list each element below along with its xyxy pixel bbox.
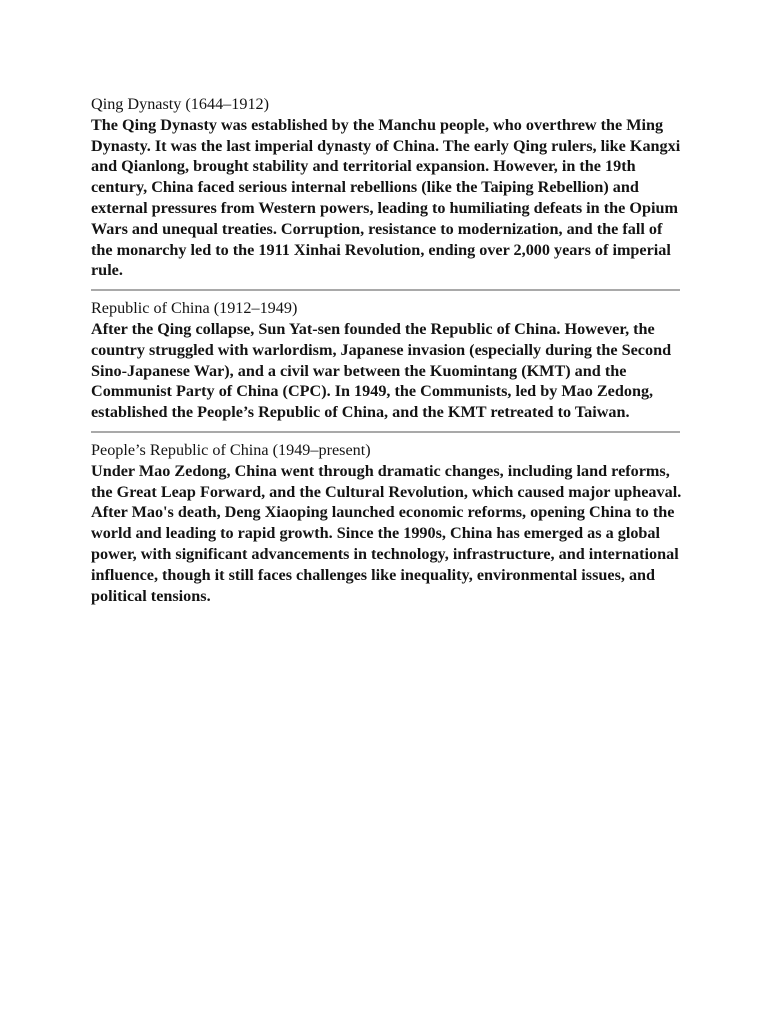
section-heading: People’s Republic of China (1949–present): [91, 440, 371, 459]
section-body: Under Mao Zedong, China went through dramatic changes, including land reforms, the Great Leap Forward, and the Cultural Revolution, which caused major upheaval. After Mao's death, Deng Xiaoping launched economic reforms, opening China to the world and leading to rapid growth. Since the 1990s, China has emerged as a global power, with significant advancements in technology, infrastructure, and international influence, though it still faces challenges like inequality, environmental issues, and political tensions.: [91, 461, 682, 605]
section-divider: [91, 431, 680, 433]
document-page: [91, 94, 683, 606]
section-peoples-republic-of-china: [91, 440, 683, 606]
section-heading: Qing Dynasty (1644–1912): [91, 95, 270, 113]
section-body: The Qing Dynasty was established by the Manchu people, who overthrew the Ming Dynasty. It was the last imperial dynasty of China. The early Qing rulers, like Kangxi and Qianlong, brought stability and territorial expansion. However, in the 19th century, China faced serious internal rebellions (like the Taiping Rebellion) and external pressures from Western powers, leading to humiliating defeats in the Opium Wars and unequal treaties. Corruption, resistance to modernization, and the fall of the monarchy led to the 1911 Xinhai Revolution, ending over 2,000 years of imperial rule.: [91, 115, 681, 280]
section-republic-of-china: [91, 298, 683, 423]
section-divider: [91, 289, 680, 291]
section-heading: Republic of China (1912–1949): [91, 299, 298, 318]
section-body: After the Qing collapse, Sun Yat-sen founded the Republic of China. However, the country struggled with warlordism, Japanese invasion (especially during the Second Sino-Japanese War), and a civil war between the Kuomintang (KMT) and the Communist Party of China (CPC). In 1949, the Communists, led by Mao Zedong, established the People’s Republic of China, and the KMT retreated to Taiwan.: [91, 319, 672, 422]
section-qing-dynasty: [91, 94, 683, 281]
